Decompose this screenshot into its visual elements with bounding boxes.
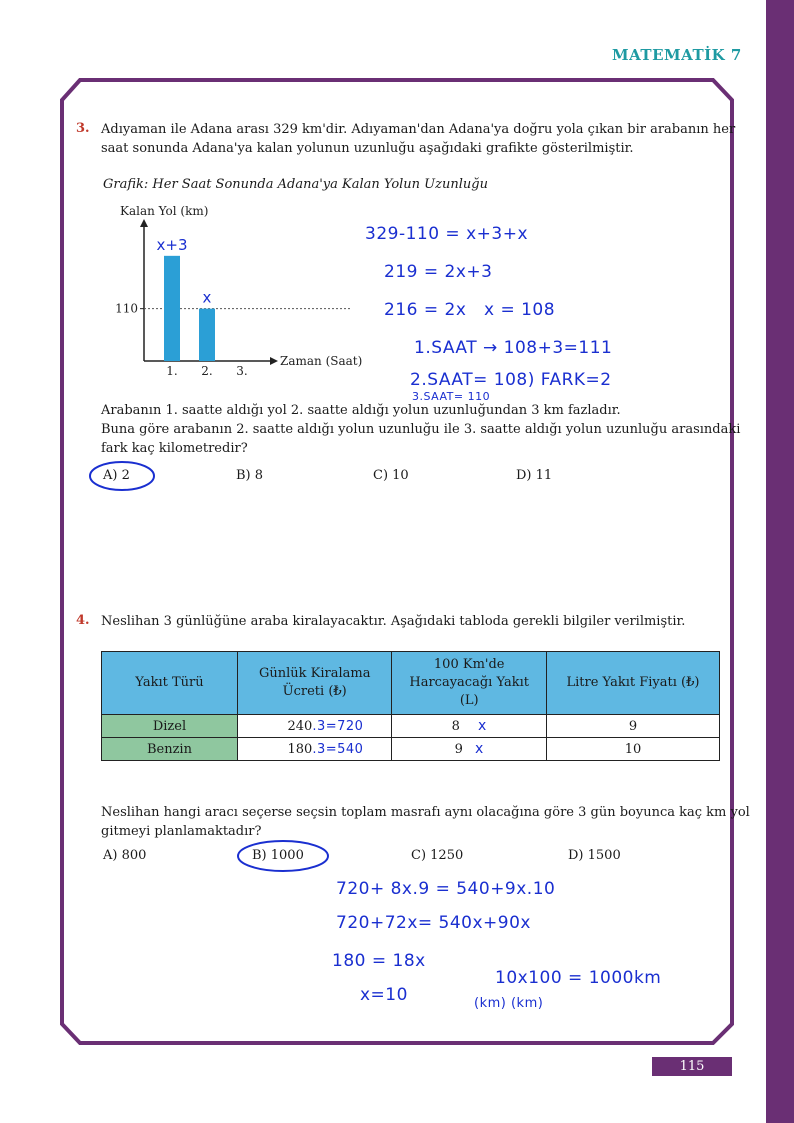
q3-follow-line1: Arabanın 1. saatte aldığı yol 2. saatte aldığı yolun uzunluğundan 3 km fazladır. <box>101 403 621 418</box>
table-cell <box>237 738 392 761</box>
table-cell: 9 <box>546 715 719 738</box>
q3-option-c[interactable]: C) 10 <box>373 468 409 483</box>
q3-hand-line4: 1.SAAT → 108+3=111 <box>414 338 613 358</box>
q4-hand-line6: (km) (km) <box>474 996 544 1011</box>
q3-follow-line3: fark kaç kilometredir? <box>101 441 248 456</box>
q3-hand-line2: 219 = 2x+3 <box>384 262 493 282</box>
table-cell: 8 x <box>392 715 547 738</box>
q4-option-a[interactable]: A) 800 <box>103 848 147 863</box>
q3-option-d[interactable]: D) 11 <box>516 468 553 483</box>
table-header-consumption: 100 Km'de Harcayacağı Yakıt (L) <box>392 652 547 715</box>
bar-annotation: x <box>202 288 212 307</box>
q3-answer-circle <box>88 459 158 493</box>
q3-hand-line3b: x = 108 <box>484 300 556 320</box>
hand-note: .3=720 <box>312 718 364 734</box>
q4-follow-line1: Neslihan hangi aracı seçerse seçsin toplam masrafı aynı olacağına göre 3 gün boyunca kaç km yol <box>101 805 750 820</box>
table-header-fuel: Yakıt Türü <box>102 652 238 715</box>
rental-table <box>101 651 720 761</box>
q4-hand-line1: 720+ 8x.9 = 540+9x.10 <box>336 879 556 899</box>
chart-caption: Grafik: Her Saat Sonunda Adana'ya Kalan Yolun Uzunluğu <box>103 177 488 192</box>
page-number: 115 <box>652 1057 732 1076</box>
table-cell: 9 x <box>392 738 547 761</box>
rent-value: 180 <box>287 741 313 757</box>
x-axis-label: Zaman (Saat) <box>280 354 363 368</box>
table-header-rent: Günlük Kiralama Ücreti (₺) <box>237 652 392 715</box>
q4-text: Neslihan 3 günlüğüne araba kiralayacaktır. Aşağıdaki tabloda gerekli bilgiler verilmiştir. <box>101 614 686 629</box>
table-cell: Dizel <box>102 715 238 738</box>
q3-follow-line2: Buna göre arabanın 2. saatte aldığı yolun uzunluğu ile 3. saatte aldığı yolun uzunluğu arasındaki <box>101 422 741 437</box>
table-row <box>102 715 720 738</box>
q4-hand-line5: 10x100 = 1000km <box>495 968 662 988</box>
q3-text-line2: saat sonunda Adana'ya kalan yolunun uzunluğu aşağıdaki grafikte gösterilmiştir. <box>101 141 634 156</box>
q4-option-d[interactable]: D) 1500 <box>568 848 621 863</box>
hand-note: x <box>477 718 487 734</box>
table-cell: Benzin <box>102 738 238 761</box>
q3-hand-line5: 2.SAAT= 108) FARK=2 <box>410 370 612 390</box>
remaining-distance-chart <box>100 197 400 387</box>
x-tick-label: 2. <box>201 364 213 378</box>
q3-number: 3. <box>76 121 90 136</box>
table-header-row <box>102 652 720 715</box>
q4-option-b[interactable]: B) 1000 <box>252 848 304 863</box>
q4-follow-line2: gitmeyi planlamaktadır? <box>101 824 262 839</box>
page-header: MATEMATİK 7 <box>612 46 742 64</box>
x-tick-label: 1. <box>166 364 178 378</box>
y-axis-label: Kalan Yol (km) <box>120 204 209 218</box>
x-tick-label: 3. <box>236 364 248 378</box>
table-header-price: Litre Yakıt Fiyatı (₺) <box>546 652 719 715</box>
hand-note: x <box>474 741 484 757</box>
q3-text-line1: Adıyaman ile Adana arası 329 km'dir. Adıyaman'dan Adana'ya doğru yola çıkan bir arabanın her <box>101 122 736 137</box>
bar-annotation: x+3 <box>156 235 188 254</box>
bar <box>199 309 215 361</box>
q4-number: 4. <box>76 613 90 628</box>
q3-option-a[interactable]: A) 2 <box>103 468 130 483</box>
y-tick-label: 110 <box>115 301 138 316</box>
q3-hand-line3a: 216 = 2x <box>384 300 467 320</box>
x-axis-arrow <box>270 357 278 365</box>
q4-hand-line2: 720+72x= 540x+90x <box>336 913 531 933</box>
table-cell <box>237 715 392 738</box>
q4-answer-circle <box>236 838 330 874</box>
table-cell: 10 <box>546 738 719 761</box>
q3-hand-line1: 329-110 = x+3+x <box>365 224 529 244</box>
bar <box>164 256 180 361</box>
q4-hand-line4: x=10 <box>360 985 408 1005</box>
y-axis-arrow <box>140 219 148 227</box>
q4-option-c[interactable]: C) 1250 <box>411 848 464 863</box>
table-row <box>102 738 720 761</box>
q3-hand-line6: 3.SAAT= 110 <box>412 390 491 403</box>
hand-note: .3=540 <box>312 741 364 757</box>
rent-value: 240 <box>287 718 313 734</box>
q4-hand-line3: 180 = 18x <box>332 951 426 971</box>
q3-option-b[interactable]: B) 8 <box>236 468 264 483</box>
